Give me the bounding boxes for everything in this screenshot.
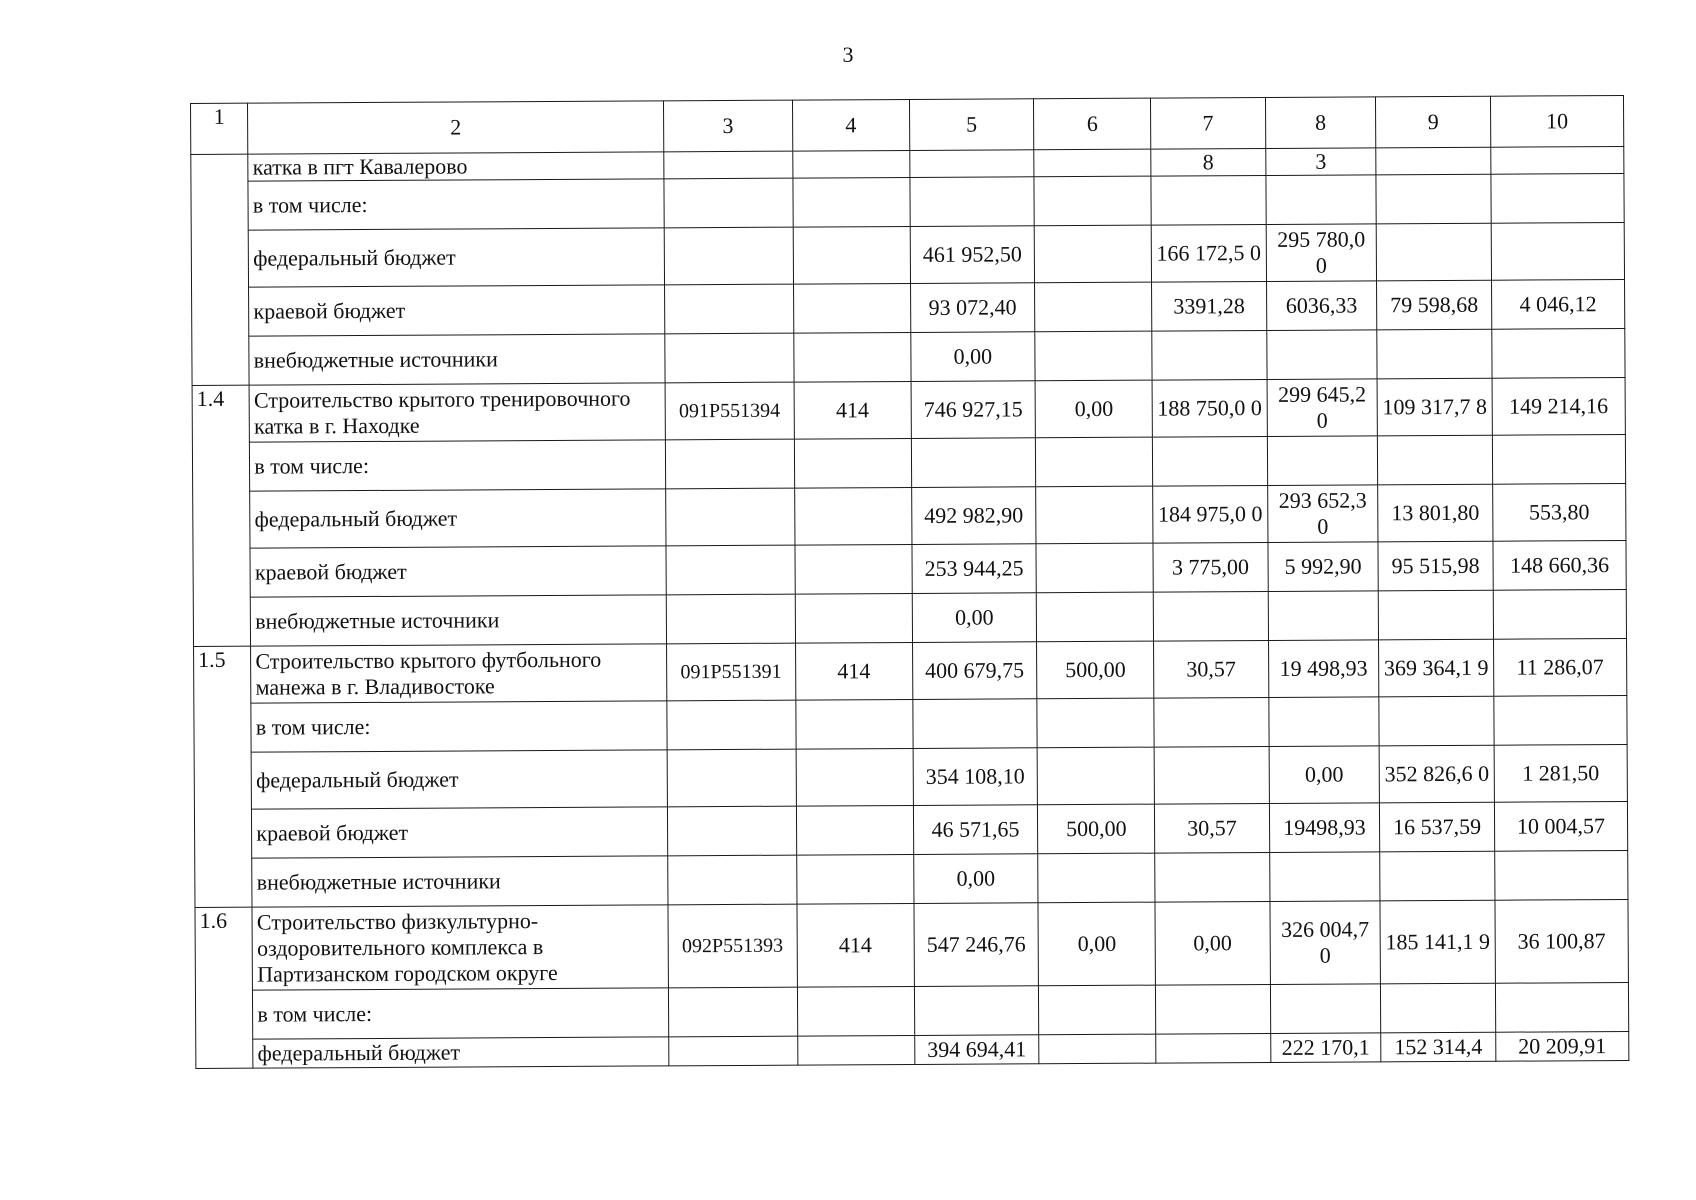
cell-code: 092P551393: [668, 904, 797, 988]
cell-7: [1153, 591, 1268, 641]
cell-5: [914, 986, 1039, 1036]
item-name: в том числе:: [253, 988, 669, 1039]
table-row: [194, 744, 1627, 809]
table-row: [195, 982, 1628, 1039]
header-col-4: 4: [792, 99, 909, 151]
header-col-10: 10: [1490, 95, 1623, 147]
item-name: в том числе:: [248, 179, 664, 230]
item-index-cell: 1.5: [194, 646, 253, 907]
cell-5: 0,00: [910, 332, 1035, 382]
cell-10: 20 209,91: [1496, 1031, 1629, 1061]
item-index-cell: 1.6: [195, 907, 253, 1068]
cell-8: 5 992,90: [1268, 542, 1379, 592]
cell-6: [1036, 543, 1153, 593]
cell-5: 253 944,25: [911, 544, 1036, 594]
cell-10: 4 046,12: [1491, 279, 1624, 329]
cell-5: [909, 150, 1034, 178]
cell-5: 93 072,40: [910, 283, 1035, 333]
cell-7: 3391,28: [1152, 281, 1267, 331]
header-row: [191, 95, 1624, 154]
cell-8: 222 170,1: [1270, 1033, 1381, 1063]
cell-code: [667, 700, 796, 750]
cell-5: 492 982,90: [911, 487, 1036, 545]
cell-7: [1151, 175, 1266, 225]
table-row: [194, 801, 1627, 858]
cell-4: 414: [794, 381, 911, 439]
cell-8: [1267, 436, 1378, 486]
cell-10: [1493, 589, 1626, 639]
cell-6: [1038, 747, 1155, 805]
cell-7: [1152, 330, 1267, 380]
cell-4: [795, 544, 912, 594]
cell-10: 36 100,87: [1495, 899, 1629, 983]
cell-10: [1495, 982, 1628, 1032]
header-col-1: 1: [191, 103, 249, 154]
item-name: в том числе:: [250, 440, 666, 491]
page-number: 3: [842, 42, 854, 67]
header-col-2: 2: [248, 101, 664, 154]
item-name: внебюджетные источники: [251, 595, 667, 646]
header-col-5: 5: [909, 99, 1034, 151]
cell-10: 1 281,50: [1494, 744, 1627, 802]
header-col-3: 3: [663, 100, 792, 152]
cell-8: 0,00: [1269, 746, 1380, 804]
budget-table: [190, 95, 1629, 1069]
table-row: [195, 850, 1628, 907]
table-row: [192, 377, 1625, 442]
item-name: внебюджетные источники: [252, 856, 668, 907]
cell-8: 3: [1265, 148, 1376, 176]
cell-code: [666, 594, 795, 644]
cell-5: [911, 438, 1036, 488]
cell-9: [1376, 147, 1491, 175]
cell-code: [664, 178, 793, 228]
cell-6: 0,00: [1038, 902, 1155, 986]
cell-4: [796, 748, 913, 806]
table-row: [194, 695, 1627, 752]
cell-9: [1376, 223, 1491, 281]
item-name: краевой бюджет: [249, 285, 665, 336]
cell-4: [793, 283, 910, 333]
cell-8: 6036,33: [1266, 281, 1377, 331]
cell-9: 185 141,1 9: [1380, 900, 1495, 984]
cell-10: [1491, 146, 1624, 174]
cell-code: 091P551394: [665, 382, 794, 440]
cell-8: [1266, 330, 1377, 380]
cell-7: 30,57: [1154, 803, 1269, 853]
item-name: Строительство крытого тренировочного катка в г. Находке: [249, 383, 665, 442]
cell-10: [1491, 222, 1624, 280]
header-col-7: 7: [1151, 97, 1266, 149]
cell-7: [1156, 1033, 1271, 1063]
cell-6: [1035, 225, 1152, 283]
item-index-cell: [191, 154, 250, 385]
table-row: [192, 434, 1625, 491]
cell-8: 293 652,3 0: [1267, 485, 1378, 543]
cell-6: [1038, 853, 1155, 903]
cell-5: 46 571,65: [913, 805, 1038, 855]
cell-4: [795, 487, 912, 545]
cell-10: 10 004,57: [1494, 801, 1627, 851]
cell-10: [1492, 434, 1625, 484]
cell-9: [1378, 590, 1493, 640]
cell-5: 394 694,41: [914, 1035, 1039, 1065]
cell-8: 326 004,7 0: [1270, 901, 1381, 985]
cell-6: 0,00: [1035, 380, 1152, 438]
cell-code: [669, 1036, 798, 1066]
cell-10: [1494, 695, 1627, 745]
cell-8: [1270, 984, 1381, 1034]
cell-4: [793, 226, 910, 284]
cell-9: 152 314,4: [1381, 1032, 1496, 1062]
cell-4: 414: [795, 642, 912, 700]
cell-8: [1268, 591, 1379, 641]
table-row: [191, 222, 1624, 287]
item-name: федеральный бюджет: [251, 750, 667, 809]
cell-10: 148 660,36: [1493, 540, 1626, 590]
cell-9: 95 515,98: [1378, 541, 1493, 591]
table-row: [193, 483, 1626, 548]
cell-4: [793, 150, 910, 178]
cell-code: [667, 806, 796, 856]
table-row: [191, 173, 1624, 230]
cell-9: [1376, 174, 1491, 224]
cell-7: [1152, 436, 1267, 486]
cell-9: [1380, 851, 1495, 901]
cell-10: 149 214,16: [1492, 377, 1625, 435]
cell-7: 188 750,0 0: [1152, 379, 1267, 437]
cell-7: [1154, 697, 1269, 747]
cell-10: [1491, 173, 1624, 223]
cell-4: [794, 332, 911, 382]
cell-5: 400 679,75: [912, 642, 1037, 700]
item-name: федеральный бюджет: [250, 489, 666, 548]
cell-9: [1381, 983, 1496, 1033]
cell-code: [664, 227, 793, 285]
cell-7: 3 775,00: [1153, 542, 1268, 592]
cell-10: 11 286,07: [1493, 638, 1626, 696]
cell-8: 299 645,2 0: [1267, 379, 1378, 437]
cell-6: [1039, 1034, 1156, 1064]
cell-4: [797, 986, 914, 1036]
table-row: [193, 589, 1626, 646]
cell-5: [912, 699, 1037, 749]
cell-4: [795, 593, 912, 643]
cell-9: 13 801,80: [1378, 484, 1493, 542]
cell-code: [667, 749, 796, 807]
table-row: [195, 899, 1628, 990]
cell-7: 166 172,5 0: [1151, 224, 1266, 282]
cell-4: [796, 805, 913, 855]
cell-9: 369 364,1 9: [1379, 639, 1494, 697]
item-name: Строительство крытого футбольного манежа в г. Владивостоке: [251, 644, 667, 703]
cell-5: 354 108,10: [913, 748, 1038, 806]
cell-8: 19 498,93: [1268, 640, 1379, 698]
item-name: федеральный бюджет: [249, 228, 665, 287]
cell-code: [664, 284, 793, 334]
cell-5: 0,00: [913, 854, 1038, 904]
cell-8: [1269, 852, 1380, 902]
cell-6: 500,00: [1037, 641, 1154, 699]
cell-6: [1035, 331, 1152, 381]
cell-8: [1266, 175, 1377, 225]
cell-10: [1492, 328, 1625, 378]
item-index-cell: 1.4: [192, 385, 251, 646]
cell-6: [1034, 149, 1151, 177]
cell-4: [797, 854, 914, 904]
cell-code: [664, 151, 793, 179]
cell-4: [796, 699, 913, 749]
cell-code: 091P551391: [666, 643, 795, 701]
item-name: краевой бюджет: [252, 807, 668, 858]
cell-4: 414: [797, 903, 914, 987]
cell-5: 0,00: [912, 593, 1037, 643]
cell-7: 184 975,0 0: [1153, 485, 1268, 543]
cell-6: [1034, 176, 1151, 226]
cell-7: 30,57: [1154, 640, 1269, 698]
item-name: федеральный бюджет: [253, 1037, 669, 1068]
item-name: катка в пгт Кавалерово: [248, 152, 664, 181]
table-row: [192, 279, 1625, 336]
cell-6: [1037, 698, 1154, 748]
cell-9: [1378, 435, 1493, 485]
cell-8: [1269, 697, 1380, 747]
cell-code: [666, 488, 795, 546]
cell-9: 79 598,68: [1377, 280, 1492, 330]
cell-code: [665, 439, 794, 489]
cell-5: 547 246,76: [913, 903, 1038, 987]
cell-7: 0,00: [1155, 901, 1270, 985]
cell-8: 19498,93: [1269, 803, 1380, 853]
cell-code: [665, 333, 794, 383]
cell-code: [666, 545, 795, 595]
cell-6: [1039, 985, 1156, 1035]
cell-code: [668, 987, 797, 1037]
cell-7: [1155, 852, 1270, 902]
cell-4: [793, 177, 910, 227]
cell-5: 746 927,15: [911, 381, 1036, 439]
cell-6: [1037, 592, 1154, 642]
item-name: внебюджетные источники: [249, 334, 665, 385]
item-name: Строительство физкультурно-оздоровительного комплекса в Партизанском городском округе: [252, 905, 668, 990]
cell-10: 553,80: [1492, 483, 1625, 541]
cell-7: [1156, 984, 1271, 1034]
cell-5: [909, 177, 1034, 227]
cell-6: [1036, 486, 1153, 544]
cell-9: [1379, 696, 1494, 746]
cell-6: [1035, 282, 1152, 332]
cell-4: [794, 438, 911, 488]
cell-7: [1154, 746, 1269, 804]
header-col-8: 8: [1265, 97, 1376, 149]
cell-9: [1377, 329, 1492, 379]
table-row: [193, 540, 1626, 597]
budget-table-sheet: [190, 95, 1629, 1069]
cell-5: 461 952,50: [910, 226, 1035, 284]
cell-6: [1036, 437, 1153, 487]
table-row: [192, 328, 1625, 385]
header-col-6: 6: [1034, 98, 1151, 150]
cell-4: [798, 1035, 915, 1065]
cell-8: 295 780,0 0: [1266, 224, 1377, 282]
cell-9: 109 317,7 8: [1377, 378, 1492, 436]
cell-9: 352 826,6 0: [1379, 745, 1494, 803]
header-col-9: 9: [1376, 96, 1491, 148]
cell-6: 500,00: [1038, 804, 1155, 854]
cell-code: [668, 855, 797, 905]
item-name: краевой бюджет: [250, 546, 666, 597]
table-row: [194, 638, 1627, 703]
cell-7: 8: [1151, 148, 1266, 176]
cell-10: [1495, 850, 1628, 900]
cell-9: 16 537,59: [1380, 802, 1495, 852]
item-name: в том числе:: [251, 701, 667, 752]
